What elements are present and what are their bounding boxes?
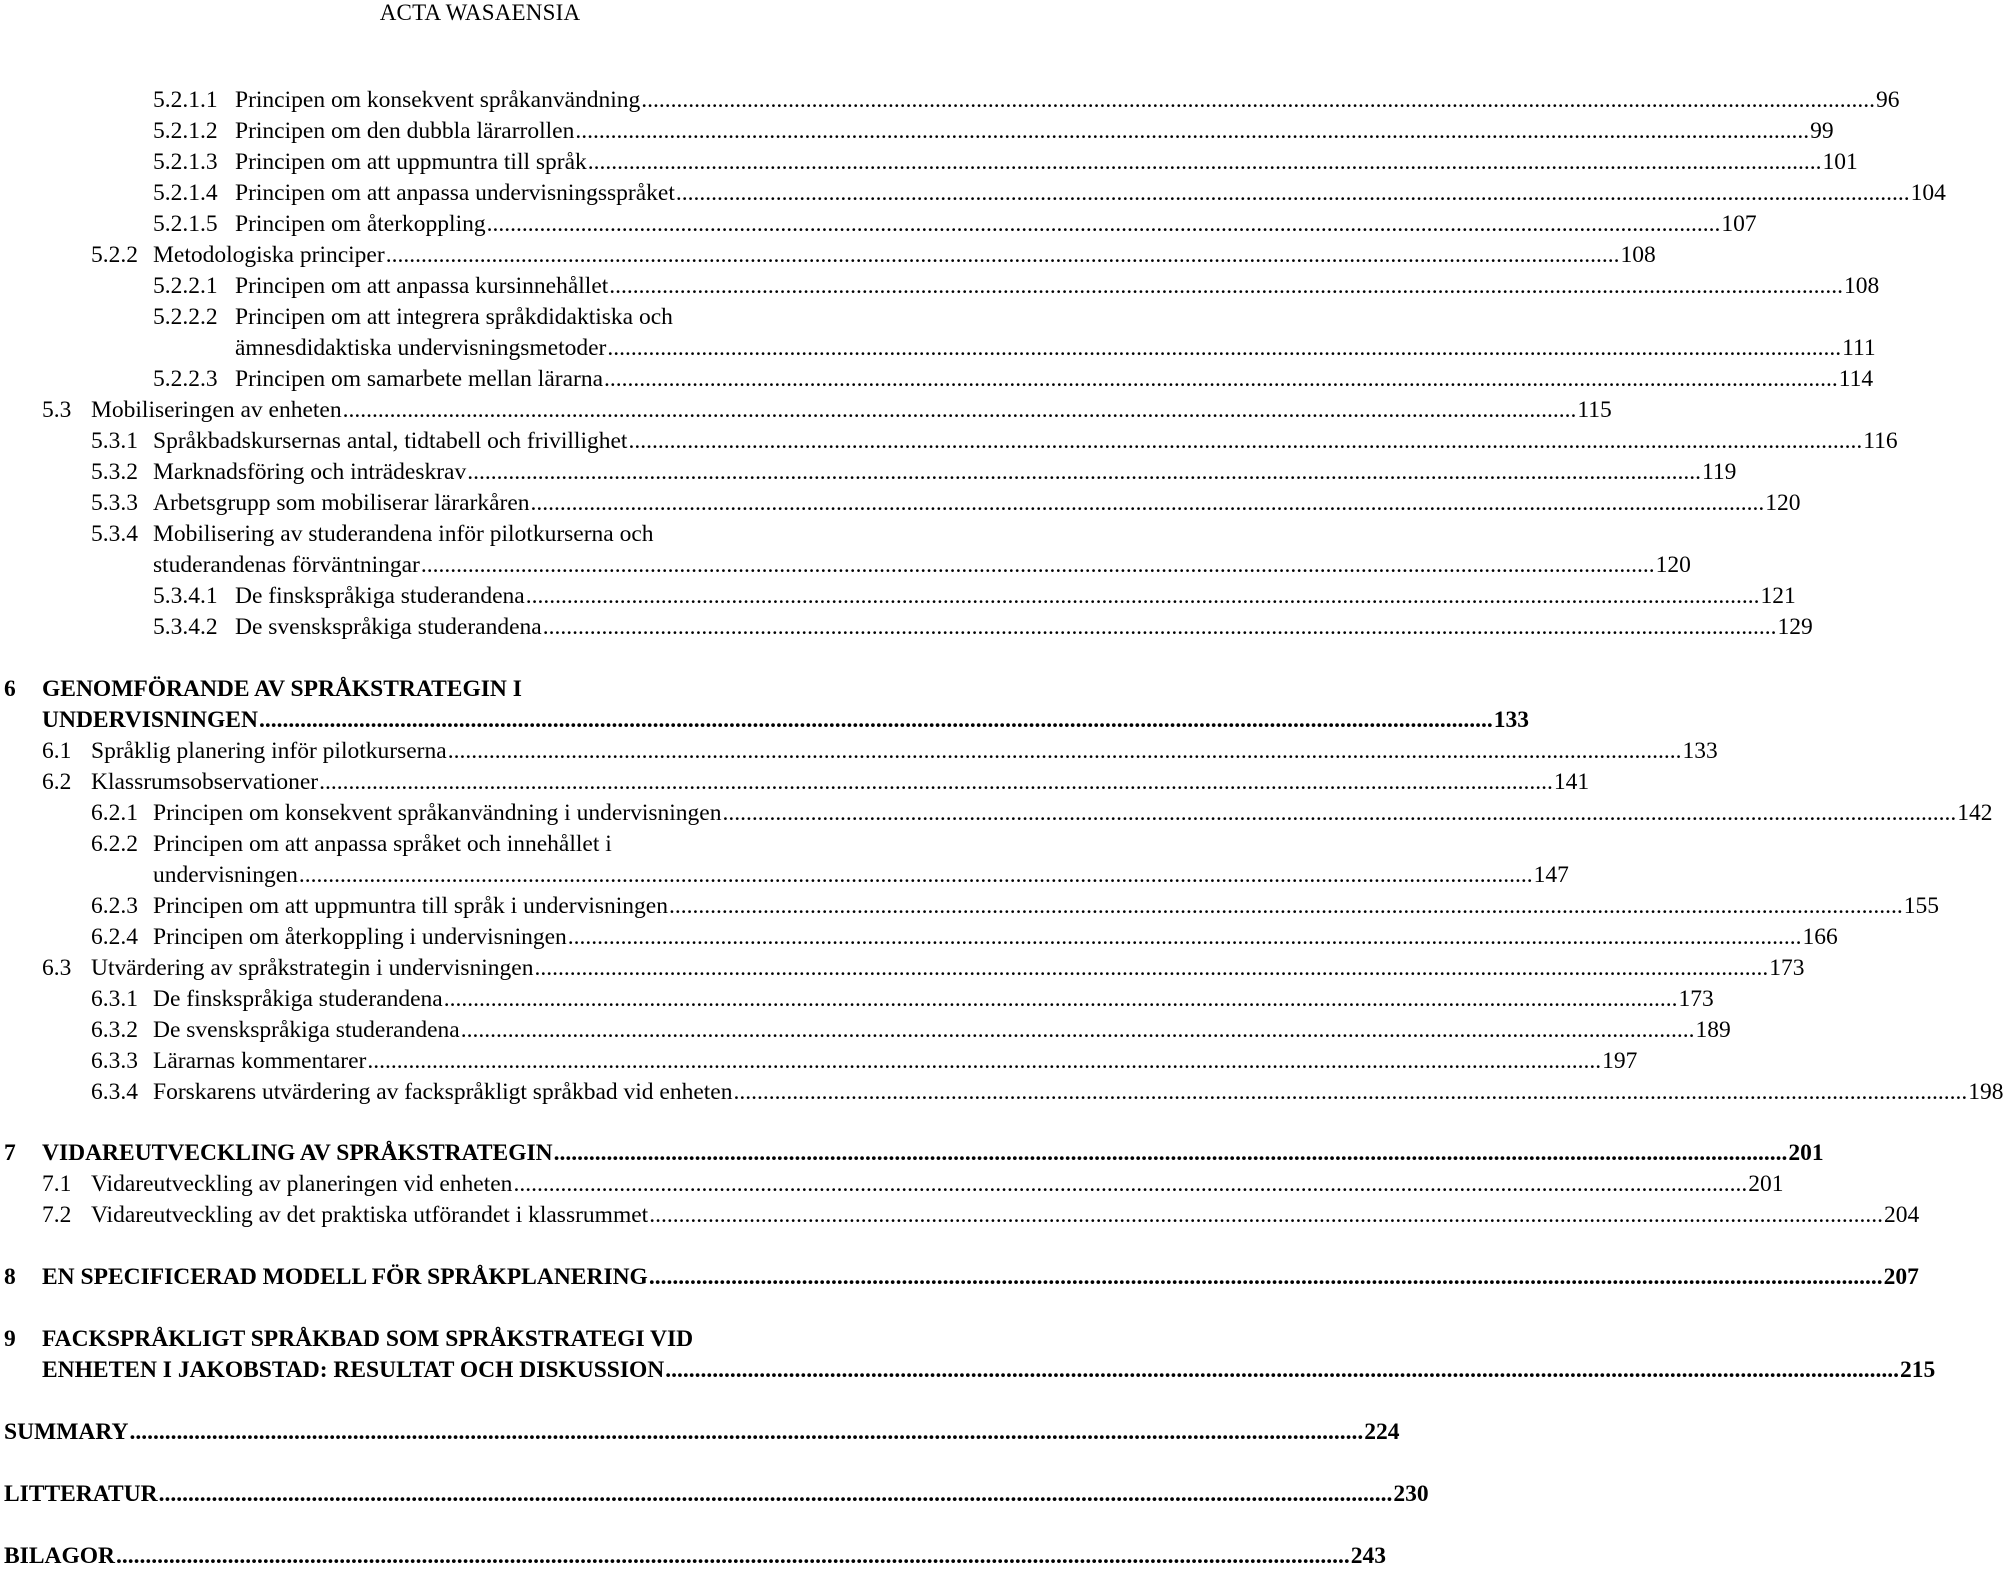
toc-entry-5-3-4[interactable] xyxy=(153,550,1691,581)
entry-page: 120 xyxy=(1655,552,1691,578)
toc-entry-6-2-1[interactable] xyxy=(91,798,1993,829)
dot-leader xyxy=(421,550,1655,581)
chapter-title: BILAGOR xyxy=(4,1543,115,1569)
toc-entry-6-2-4[interactable] xyxy=(91,922,1838,953)
dot-leader xyxy=(367,1046,1601,1077)
dot-leader xyxy=(448,736,1682,767)
entry-number: 6.3 xyxy=(42,955,72,981)
toc-entry-7-1[interactable] xyxy=(42,1169,1784,1200)
dot-leader xyxy=(676,178,1910,209)
dot-leader xyxy=(641,85,1875,116)
toc-entry-5-2-1-4[interactable] xyxy=(153,178,1946,209)
entry-title: Principen om konsekvent språkanvändning xyxy=(235,87,641,113)
entry-number: 6.3.1 xyxy=(91,986,138,1012)
entry-page: 116 xyxy=(1863,428,1898,454)
dot-leader xyxy=(534,953,1768,984)
toc-entry-5-2-2-2-first-line[interactable] xyxy=(153,302,673,333)
entry-title: Lärarnas kommentarer xyxy=(153,1048,367,1074)
toc-entry-5-3-4-1[interactable] xyxy=(153,581,1796,612)
chapter-number: 8 xyxy=(4,1264,16,1290)
entry-page: 133 xyxy=(1493,707,1529,733)
chapter-title: ENHETEN I JAKOBSTAD: RESULTAT OCH DISKUSSION xyxy=(42,1357,665,1383)
entry-page: 173 xyxy=(1769,955,1805,981)
dot-leader xyxy=(588,147,1822,178)
entry-number: 5.2.2.2 xyxy=(153,304,218,330)
entry-title: Marknadsföring och inträdeskrav xyxy=(153,459,467,485)
dot-leader xyxy=(575,116,1809,147)
toc-entry-6-3-1[interactable] xyxy=(91,984,1714,1015)
toc-entry-5-3-2[interactable] xyxy=(91,457,1737,488)
chapter-number: 6 xyxy=(4,676,16,702)
entry-title-line1: Mobilisering av studerandena inför pilotkurserna och xyxy=(153,521,654,547)
entry-number: 6.3.2 xyxy=(91,1017,138,1043)
dot-leader xyxy=(259,705,1493,736)
entry-title: Principen om konsekvent språkanvändning i undervisningen xyxy=(153,800,722,826)
entry-page: 189 xyxy=(1695,1017,1731,1043)
dot-leader xyxy=(526,581,1760,612)
entry-number: 6.3.4 xyxy=(91,1079,138,1105)
dot-leader xyxy=(607,333,1841,364)
toc-entry-5-3-4-2[interactable] xyxy=(153,612,1813,643)
dot-leader xyxy=(665,1355,1899,1386)
dot-leader xyxy=(159,1479,1393,1510)
entry-title: Språkbadskursernas antal, tidtabell och frivillighet xyxy=(153,428,628,454)
entry-title: Vidareutveckling av planeringen vid enheten xyxy=(91,1171,513,1197)
entry-title: Principen om återkoppling xyxy=(235,211,486,237)
toc-bilagor[interactable] xyxy=(4,1541,1386,1572)
entry-page: 115 xyxy=(1577,397,1612,423)
entry-number: 5.3.4.1 xyxy=(153,583,218,609)
toc-chapter-8[interactable] xyxy=(4,1262,1919,1293)
toc-entry-7-2[interactable] xyxy=(42,1200,1920,1231)
entry-title: Mobiliseringen av enheten xyxy=(91,397,342,423)
toc-entry-5-2-1-1[interactable] xyxy=(153,85,1900,116)
toc-chapter-6[interactable] xyxy=(42,705,1529,736)
entry-title: Språklig planering inför pilotkurserna xyxy=(91,738,447,764)
toc-entry-6-2-2-first-line[interactable] xyxy=(91,829,612,860)
chapter-title-line1: GENOMFÖRANDE AV SPRÅKSTRATEGIN I xyxy=(42,676,522,702)
entry-number: 6.3.3 xyxy=(91,1048,138,1074)
entry-page: 243 xyxy=(1350,1543,1386,1569)
entry-page: 142 xyxy=(1957,800,1993,826)
entry-page: 230 xyxy=(1393,1481,1429,1507)
dot-leader xyxy=(604,364,1838,395)
dot-leader xyxy=(343,395,1577,426)
chapter-number: 7 xyxy=(4,1140,16,1166)
entry-title: ämnesdidaktiska undervisningsmetoder xyxy=(235,335,607,361)
entry-page: 173 xyxy=(1678,986,1714,1012)
dot-leader xyxy=(554,1138,1788,1169)
dot-leader xyxy=(531,488,1765,519)
dot-leader xyxy=(461,1015,1695,1046)
dot-leader xyxy=(733,1077,1967,1108)
dot-leader xyxy=(444,984,1678,1015)
toc-entry-5-2-2-1[interactable] xyxy=(153,271,1880,302)
entry-page: 155 xyxy=(1903,893,1939,919)
toc-entry-6-2-2[interactable] xyxy=(153,860,1569,891)
entry-page: 108 xyxy=(1844,273,1880,299)
entry-title: Klassrumsobservationer xyxy=(91,769,319,795)
dot-leader xyxy=(669,891,1903,922)
entry-number: 5.2.2.1 xyxy=(153,273,218,299)
entry-page: 198 xyxy=(1968,1079,2003,1105)
toc-entry-6-3-2[interactable] xyxy=(91,1015,1731,1046)
entry-title: De finskspråkiga studerandena xyxy=(235,583,525,609)
dot-leader xyxy=(649,1262,1883,1293)
entry-number: 5.3.4.2 xyxy=(153,614,218,640)
entry-page: 96 xyxy=(1876,87,1900,113)
toc-entry-5-3-1[interactable] xyxy=(91,426,1898,457)
entry-number: 5.2.1.1 xyxy=(153,87,218,113)
entry-page: 104 xyxy=(1910,180,1946,206)
entry-page: 201 xyxy=(1788,1140,1824,1166)
dot-leader xyxy=(513,1169,1747,1200)
toc-entry-5-2-1-5[interactable] xyxy=(153,209,1757,240)
toc-entry-5-2-2[interactable] xyxy=(91,240,1656,271)
dot-leader xyxy=(319,767,1553,798)
entry-title: Vidareutveckling av det praktiska utförandet i klassrummet xyxy=(91,1202,649,1228)
dot-leader xyxy=(568,922,1802,953)
entry-page: 147 xyxy=(1533,862,1569,888)
entry-number: 5.3.2 xyxy=(91,459,138,485)
chapter-title: UNDERVISNINGEN xyxy=(42,707,258,733)
dot-leader xyxy=(543,612,1777,643)
dot-leader xyxy=(609,271,1843,302)
entry-number: 5.2.1.4 xyxy=(153,180,218,206)
entry-page: 204 xyxy=(1883,1202,1920,1228)
dot-leader xyxy=(722,798,1956,829)
entry-title: De svenskspråkiga studerandena xyxy=(235,614,542,640)
chapter-title: LITTERATUR xyxy=(4,1481,158,1507)
toc-entry-6-1[interactable] xyxy=(42,736,1718,767)
toc-entry-5-2-1-3[interactable] xyxy=(153,147,1858,178)
dot-leader xyxy=(130,1417,1364,1448)
dot-leader xyxy=(299,860,1533,891)
entry-page: 201 xyxy=(1748,1171,1784,1197)
chapter-title: EN SPECIFICERAD MODELL FÖR SPRÅKPLANERING xyxy=(42,1264,648,1290)
entry-page: 120 xyxy=(1765,490,1801,516)
entry-title-line1: Principen om att anpassa språket och innehållet i xyxy=(153,831,612,857)
chapter-title-line1: FACKSPRÅKLIGT SPRÅKBAD SOM SPRÅKSTRATEGI VID xyxy=(42,1326,694,1352)
entry-page: 111 xyxy=(1842,335,1876,361)
toc-litteratur[interactable] xyxy=(4,1479,1429,1510)
entry-number: 6.2.4 xyxy=(91,924,138,950)
entry-number: 7.2 xyxy=(42,1202,72,1228)
entry-title: Principen om att anpassa undervisningsspråket xyxy=(235,180,675,206)
dot-leader xyxy=(487,209,1721,240)
chapter-title: VIDAREUTVECKLING AV SPRÅKSTRATEGIN xyxy=(42,1140,553,1166)
entry-title: Principen om att anpassa kursinnehållet xyxy=(235,273,609,299)
entry-page: 166 xyxy=(1802,924,1838,950)
toc-chapter-9-first-line[interactable] xyxy=(4,1324,693,1355)
entry-page: 129 xyxy=(1777,614,1813,640)
entry-page: 215 xyxy=(1900,1357,1936,1383)
entry-page: 99 xyxy=(1810,118,1834,144)
entry-title: Arbetsgrupp som mobiliserar lärarkåren xyxy=(153,490,530,516)
toc-entry-5-3[interactable] xyxy=(42,395,1612,426)
entry-number: 5.2.1.5 xyxy=(153,211,218,237)
chapter-title: SUMMARY xyxy=(4,1419,129,1445)
toc-entry-6-3[interactable] xyxy=(42,953,1805,984)
entry-title: Principen om att uppmuntra till språk xyxy=(235,149,587,175)
entry-page: 207 xyxy=(1883,1264,1919,1290)
dot-leader xyxy=(628,426,1862,457)
entry-title: Metodologiska principer xyxy=(153,242,385,268)
entry-page: 141 xyxy=(1553,769,1590,795)
dot-leader xyxy=(467,457,1701,488)
entry-title: Principen om att uppmuntra till språk i undervisningen xyxy=(153,893,668,919)
dot-leader xyxy=(386,240,1620,271)
entry-page: 114 xyxy=(1838,366,1874,392)
dot-leader xyxy=(116,1541,1350,1572)
entry-number: 6.2.1 xyxy=(91,800,138,826)
entry-title: studerandenas förväntningar xyxy=(153,552,420,578)
toc-entry-6-2[interactable] xyxy=(42,767,1590,798)
entry-number: 5.3.1 xyxy=(91,428,138,454)
entry-title: De finskspråkiga studerandena xyxy=(153,986,443,1012)
entry-title: De svenskspråkiga studerandena xyxy=(153,1017,460,1043)
entry-title: Principen om samarbete mellan lärarna xyxy=(235,366,604,392)
entry-number: 5.3.3 xyxy=(91,490,138,516)
toc-entry-6-2-3[interactable] xyxy=(91,891,1939,922)
toc-entry-5-2-2-3[interactable] xyxy=(153,364,1874,395)
entry-page: 101 xyxy=(1822,149,1858,175)
entry-page: 197 xyxy=(1602,1048,1638,1074)
entry-title-line1: Principen om att integrera språkdidaktiska och xyxy=(235,304,673,330)
entry-title: Principen om återkoppling i undervisningen xyxy=(153,924,567,950)
entry-title: Forskarens utvärdering av fackspråkligt språkbad vid enheten xyxy=(153,1079,733,1105)
toc-entry-6-3-4[interactable] xyxy=(91,1077,2003,1108)
toc-chapter-9[interactable] xyxy=(42,1355,1936,1386)
entry-page: 107 xyxy=(1721,211,1757,237)
entry-page: 119 xyxy=(1701,459,1737,485)
chapter-number: 9 xyxy=(4,1326,16,1352)
entry-number: 5.2.1.3 xyxy=(153,149,218,175)
entry-title: Principen om den dubbla lärarrollen xyxy=(235,118,575,144)
entry-number: 7.1 xyxy=(42,1171,72,1197)
entry-number: 5.2.2 xyxy=(91,242,138,268)
entry-number: 5.2.1.2 xyxy=(153,118,218,144)
entry-number: 6.2.3 xyxy=(91,893,138,919)
entry-number: 5.3.4 xyxy=(91,521,138,547)
toc-chapter-7[interactable] xyxy=(4,1138,1824,1169)
toc-entry-5-3-4-first-line[interactable] xyxy=(91,519,654,550)
dot-leader xyxy=(649,1200,1883,1231)
running-header: ACTA WASAENSIA xyxy=(379,0,581,25)
entry-page: 224 xyxy=(1364,1419,1400,1445)
toc-summary[interactable] xyxy=(4,1417,1400,1448)
entry-title: undervisningen xyxy=(153,862,298,888)
toc-entry-5-2-2-2[interactable] xyxy=(235,333,1876,364)
entry-number: 6.1 xyxy=(42,738,72,764)
toc-entry-5-2-1-2[interactable] xyxy=(153,116,1834,147)
entry-number: 5.2.2.3 xyxy=(153,366,218,392)
entry-number: 6.2 xyxy=(42,769,72,795)
entry-number: 6.2.2 xyxy=(91,831,138,857)
toc-entry-5-3-3[interactable] xyxy=(91,488,1801,519)
toc-entry-6-3-3[interactable] xyxy=(91,1046,1638,1077)
entry-page: 133 xyxy=(1682,738,1718,764)
entry-number: 5.3 xyxy=(42,397,72,423)
toc-chapter-6-first-line[interactable] xyxy=(4,674,522,705)
entry-page: 121 xyxy=(1760,583,1796,609)
entry-title: Utvärdering av språkstrategin i undervisningen xyxy=(91,955,534,981)
entry-page: 108 xyxy=(1620,242,1656,268)
